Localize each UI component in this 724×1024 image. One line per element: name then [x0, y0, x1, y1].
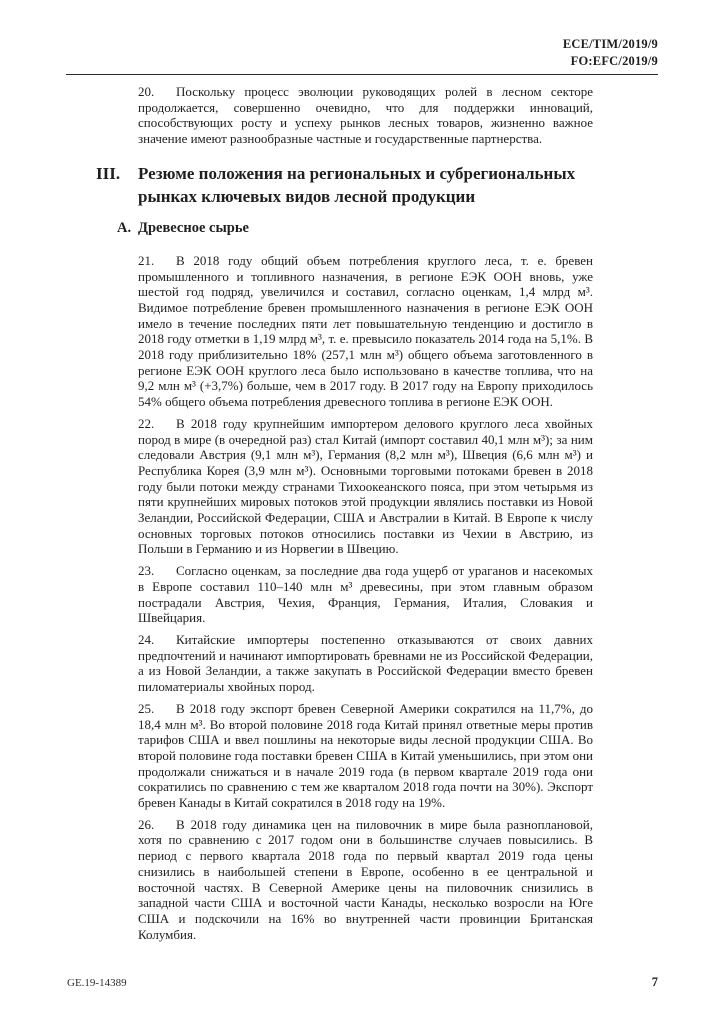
paragraph-21 [138, 253, 593, 410]
paragraph-text: Китайские импортеры постепенно отказываются от своих давних предпочтений и начинают импортировать бревнами не из Российской Федерации, а из Новой Зеландии, а также закупать в Российской Федерации вместо бревен пиломатериалы хвойных пород. [138, 631, 593, 695]
paragraph-text: Поскольку процесс эволюции руководящих ролей в лесном секторе продолжается, совершенно очевидно, что для поддержки инноваций, способствующих росту и успеху рынков лесных товаров, жизненно важное значение имеют разнообразные частные и государственные партнерства. [138, 84, 593, 147]
subsection-heading-title: Древесное сырье [138, 219, 249, 236]
paragraph-number: 26. [138, 816, 155, 832]
subsection-heading-number: A. [117, 219, 132, 236]
document-symbol-fo: FO:EFC/2019/9 [570, 54, 658, 68]
paragraph-number: 20. [138, 84, 155, 99]
paragraph-25 [138, 701, 593, 811]
document-symbols [563, 36, 658, 70]
paragraph-text: В 2018 году крупнейшим импортером делового круглого леса хвойных пород в мире (в очередной раз) стал Китай (импорт составил 40,1 млн м³); за ним следовали Австрия (9,1 млн м³), Германия (8,2 млн м³), Швеция (6,6 млн м³) и Республика Корея (3,9 млн м³). Основными торговыми потоками бревен в 2018 году были потоки между странами Тихоокеанского пояса, при этом четырьмя из пяти крупнейших мировых потоков этой продукции являлись поставки из Новой Зеландии, Российской Федерации, США и Австралии в Китай. В Европе к числу основных торговых потоков относились поставки из Чехии в Австрию, из Польши в Германию и из Норвегии в Швецию. [138, 415, 593, 557]
paragraph-number: 22. [138, 415, 155, 431]
document-symbol-ece: ECE/TIM/2019/9 [562, 37, 658, 51]
paragraph-text: В 2018 году динамика цен на пиловочник в мире была разноплановой, хотя по сравнению с 2017 годом они в большинстве случаев повысились. В период с первого квартала 2018 года по первый квартал 2019 года цены снизились в наибольшей степени в Европе, особенно в ее центральной и восточной частях. В Северной Америке цены на пиловочник снизились в западной части США и восточной части Канады, несколько возросли на Юге США и подскочили на 16% во внутренней части провинции Британская Колумбия. [138, 816, 593, 942]
header-divider [66, 74, 658, 75]
paragraph-number: 21. [138, 252, 155, 268]
paragraph-text: В 2018 году экспорт бревен Северной Америки сократился на 11,7%, до 18,4 млн м³. Во второй половине 2018 года Китай принял ответные меры против тарифов США и ввел пошлины на некоторые виды лесной продукции США. Во второй половине года поставки бревен США в Китай уменьшились, при этом они продолжали снижаться и в начале 2019 года (в первом квартале 2019 года они сократились по сравнению с тем же кварталом 2018 года почти на 30%). Экспорт бревен Канады в Китай сократился в 2018 году на 19%. [138, 700, 593, 811]
paragraph-22 [138, 416, 593, 557]
paragraph-24 [138, 632, 593, 695]
paragraph-number: 24. [138, 631, 155, 647]
section-heading-iii [96, 162, 593, 208]
paragraph-text: Согласно оценкам, за последние два года ущерб от ураганов и насекомых в Европе составил 110–140 млн м³ древесины, при этом главным образом пострадали Австрия, Чехия, Франция, Германия, Италия, Словакия и Швейцария. [138, 563, 593, 626]
footer-job-number: GE.19-14389 [67, 977, 127, 989]
paragraph-text: В 2018 году общий объем потребления круглого леса, т. е. бревен промышленного и топливного назначения, в регионе ЕЭК ООН вновь, уже шестой год подряд, увеличился и составил, согласно оценкам, 1,4 млрд м³. Видимое потребление бревен промышленного назначения в регионе ЕЭК ООН имело в течение последних пяти лет повышательную тенденцию и достигло в 2018 году отметки в 1,19 млрд м³, т. е. превысило показатель 2014 года на 5,1%. В 2018 году приблизительно 18% (257,1 млн м³) общего объема заготовленного в регионе ЕЭК ООН круглого леса было использовано в качестве топлива, что на 9,2 млн м³ (+3,7%) больше, чем в 2017 году. В 2017 году на Европу приходилось 54% общего объема потребления древесного топлива в регионе ЕЭК ООН. [138, 252, 593, 410]
paragraph-26 [138, 817, 593, 943]
paragraph-number: 25. [138, 700, 155, 716]
section-heading-number: III. [96, 163, 121, 183]
subsection-heading-a [117, 219, 593, 238]
paragraph-23 [138, 563, 593, 626]
footer-page-number: 7 [651, 975, 658, 989]
paragraph-number: 23. [138, 563, 155, 579]
paragraph-20 [138, 84, 593, 147]
document-body [96, 84, 593, 948]
section-heading-title: Резюме положения на региональных и субрегиональных рынках ключевых видов лесной продукции [138, 163, 576, 206]
